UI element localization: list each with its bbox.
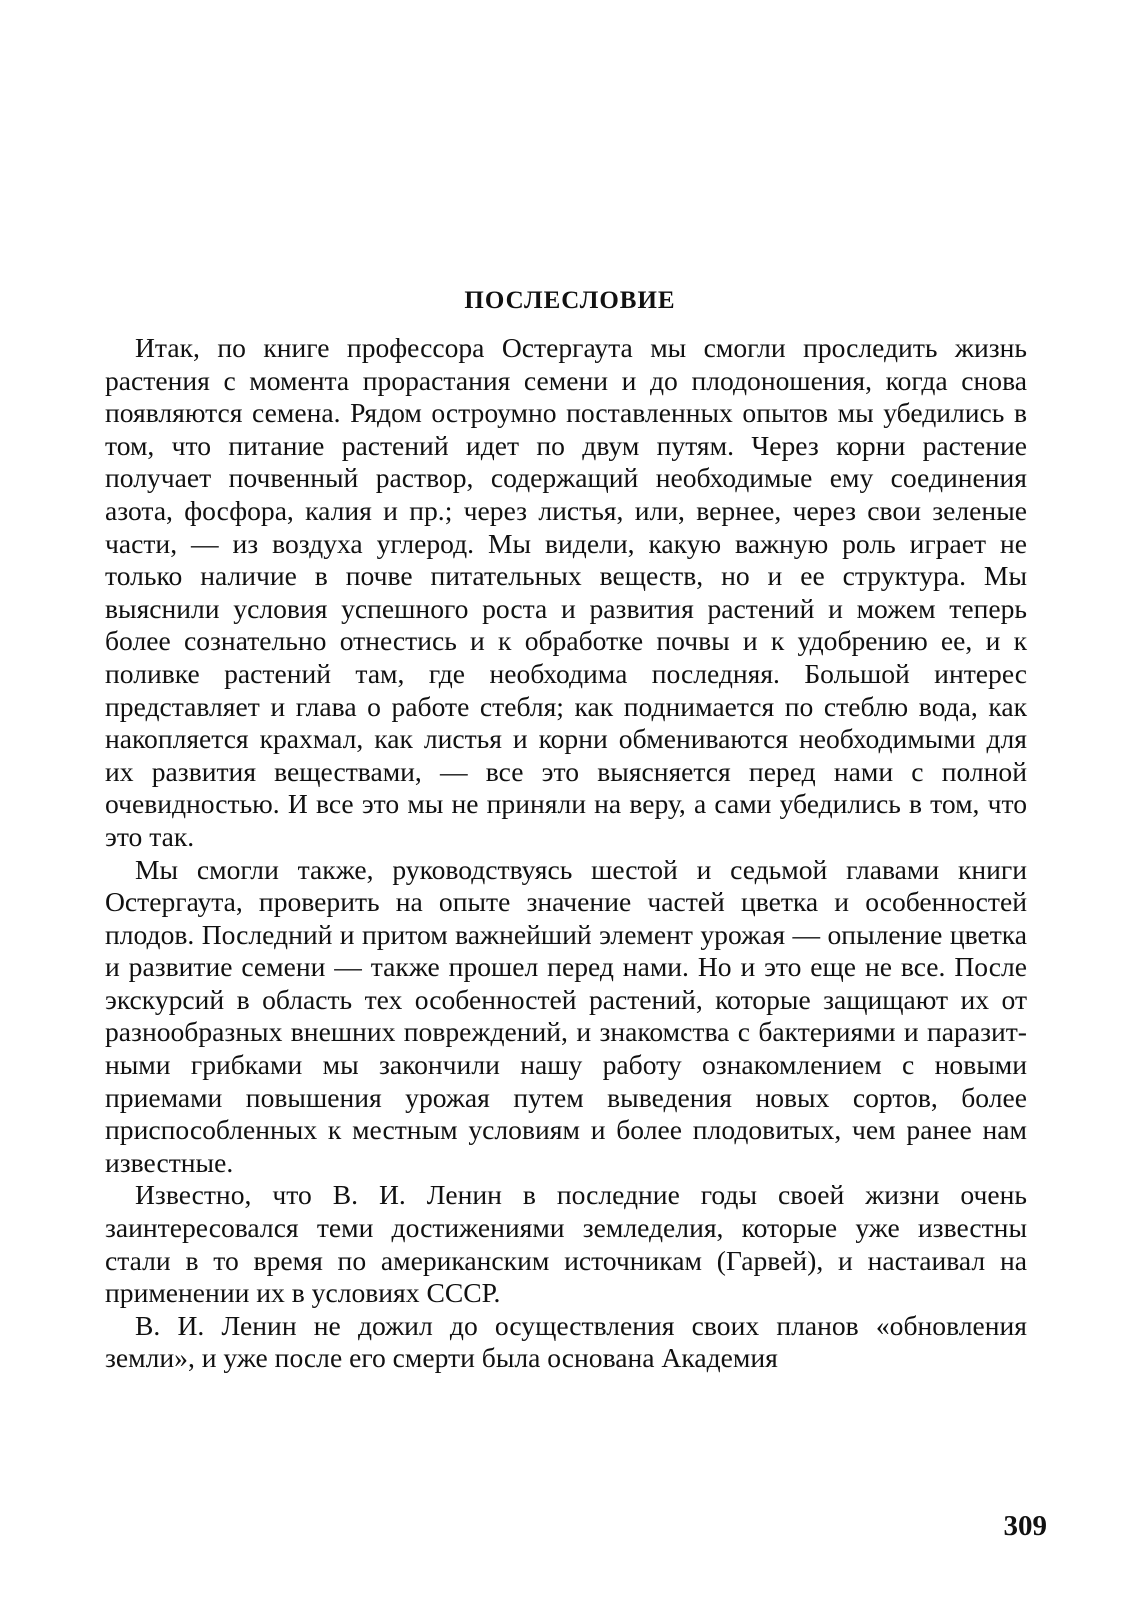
body-text [105, 332, 1027, 1375]
page-title: ПОСЛЕСЛОВИЕ [464, 287, 676, 314]
paragraph-1: Итак, по книге профессора Остергаута мы смогли проследить жизнь растения с момента прорастания семени и до плодоношения, когда снова появляются семена. Рядом остроумно поставленных опытов мы убедились в том, что питание растений идет по двум путям. Через корни растение получает почвенный раствор, содержащий необходимые ему соединения азота, фосфора, калия и пр.; через листья, или, вернее, через свои зеленые части, — из воздуха углерод. Мы видели, какую важную роль играет не только наличие в почве питательных веществ, но и ее структура. Мы выяснили условия успешного роста и развития растений и можем теперь более сознательно отнестись и к обработке почвы и к удобрению ее, и к поливке растений там, где необходима последняя. Большой интерес представляет и глава о работе стебля; как поднимается по стеблю вода, как накопляется крахмал, как листья и корни обмениваются необходимыми для их развития веществами, — все это выясняется перед нами с полной очевидностью. И все это мы не приняли на веру, а сами убедились в том, что это так. [105, 332, 1027, 852]
page-number: 309 [1003, 1510, 1047, 1542]
paragraph-4: В. И. Ленин не дожил до осуществления своих планов «обновления земли», и уже после его смерти была основана Академия [105, 1309, 1027, 1374]
paragraph-3: Известно, что В. И. Ленин в последние годы своей жизни очень заинтересовался теми достижениями земледелия, которые уже известны стали в то время по американским источникам (Гарвей), и настаивал на применении их в условиях СССР. [105, 1179, 1027, 1309]
paragraph-2: Мы смогли также, руководствуясь шестой и седьмой главами книги Остергаута, проверить на опыте значение частей цветка и особенностей плодов. Последний и притом важнейший элемент урожая — опыление цветка и развитие семени — также прошел перед нами. Но и это еще не все. После экскурсий в область тех особенностей растений, которые защищают их от разнообразных внешних повреждений, и знакомства с бактериями и паразитными грибками мы закончили нашу работу ознакомлением с новыми приемами повышения урожая путем выведения новых сортов, более приспособленных к местным условиям и более плодовитых, чем ранее нам известные. [105, 853, 1027, 1178]
